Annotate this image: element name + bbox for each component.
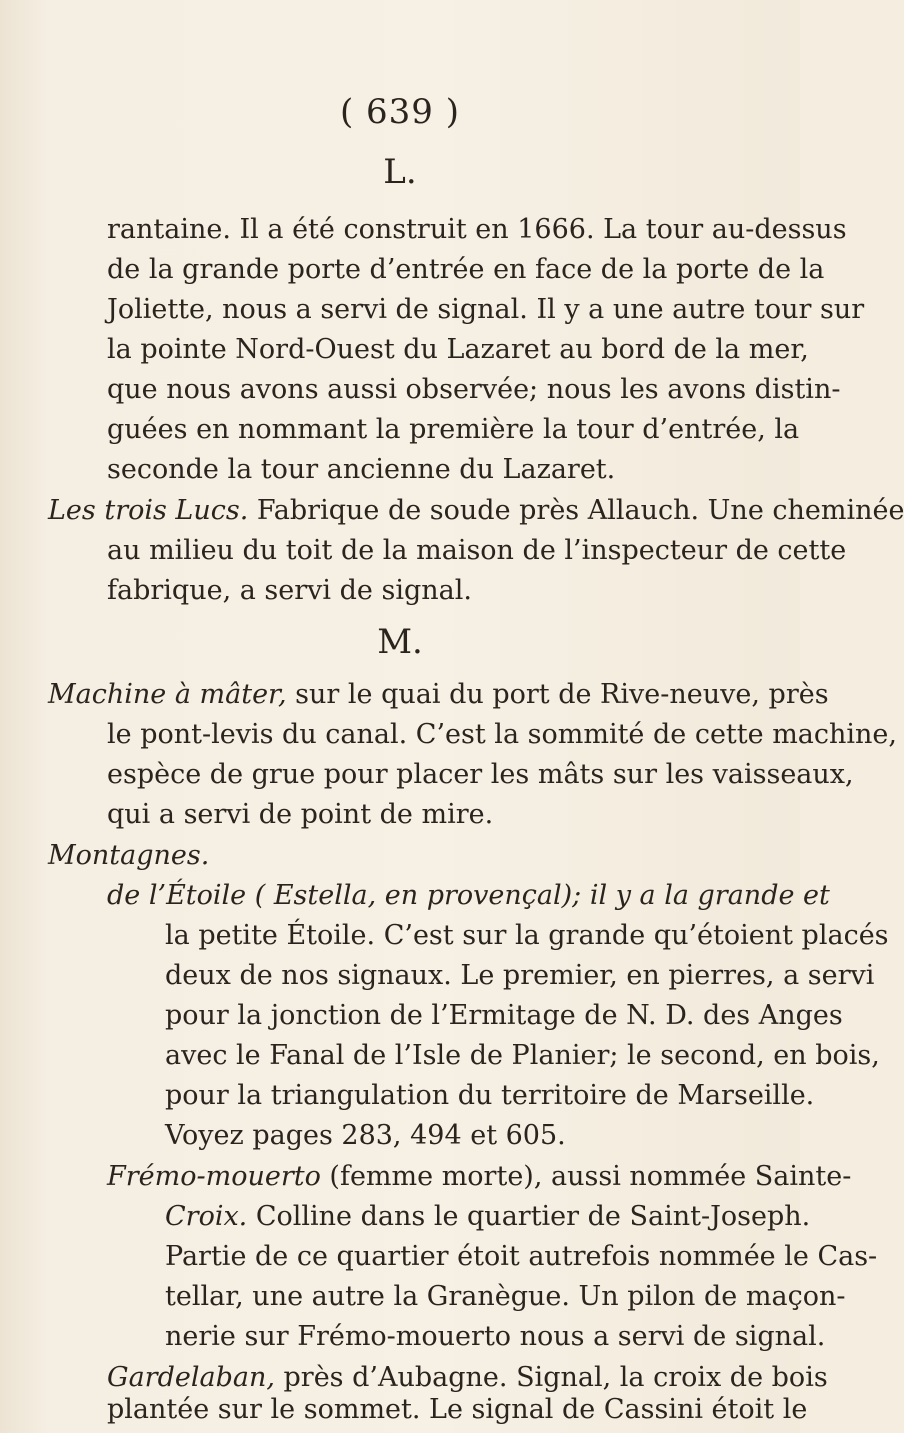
entry-les-trois-lucs	[48, 493, 904, 529]
text-line	[107, 573, 472, 609]
body-text: Partie de ce quartier étoit autrefois nommée le Cas-	[165, 1241, 878, 1272]
body-text: pour la jonction de l’Ermitage de N. D. des Anges	[165, 1000, 843, 1031]
section-heading-l: L.	[383, 152, 417, 192]
text-line	[165, 918, 889, 954]
text-line	[107, 332, 809, 368]
italic-text: Frémo-mouerto	[107, 1161, 321, 1192]
body-text: Fabrique de soude près Allauch. Une cheminée	[248, 495, 904, 526]
body-text: avec le Fanal de l’Isle de Planier; le second, en bois,	[165, 1040, 880, 1071]
text-line	[107, 1392, 808, 1428]
text-line	[165, 1319, 825, 1355]
italic-text: Croix.	[165, 1201, 248, 1232]
entry-machine-a-mater	[48, 677, 829, 713]
section-heading-m: M.	[377, 622, 423, 662]
text-line	[107, 717, 897, 753]
text-line	[165, 1038, 880, 1074]
italic-text: Montagnes.	[48, 840, 210, 871]
body-text: Voyez pages 283, 494 et 605.	[165, 1120, 566, 1151]
text-line	[165, 1279, 846, 1315]
body-text: qui a servi de point de mire.	[107, 799, 494, 830]
body-text: la pointe Nord-Ouest du Lazaret au bord de la mer,	[107, 334, 809, 365]
page-number: ( 639 )	[339, 92, 461, 132]
text-line	[107, 757, 854, 793]
entry-montagnes	[48, 838, 209, 874]
body-text: que nous avons aussi observée; nous les avons distin-	[107, 374, 841, 405]
entry-fremo-mouerto	[107, 1159, 852, 1195]
text-line	[107, 292, 865, 328]
body-text: Joliette, nous a servi de signal. Il y a une autre tour sur	[107, 294, 865, 325]
text-line	[107, 797, 493, 833]
text-line	[165, 998, 843, 1034]
text-line	[165, 1078, 815, 1114]
italic-text: Machine à mâter,	[48, 679, 287, 710]
italic-text: de l’Étoile ( Estella, en provençal); il y a la grande et	[107, 880, 830, 911]
body-text: rantaine. Il a été construit en 1666. La tour au-dessus	[107, 214, 847, 245]
body-text: près d’Aubagne. Signal, la croix de bois	[274, 1362, 828, 1393]
entry-gardelaban	[107, 1360, 828, 1396]
text-line	[165, 1118, 566, 1154]
body-text: tellar, une autre la Granègue. Un pilon de maçon-	[165, 1281, 846, 1312]
italic-text: Les trois Lucs.	[48, 495, 249, 526]
body-text: (femme morte), aussi nommée Sainte-	[320, 1161, 852, 1192]
body-text: pour la triangulation du territoire de Marseille.	[165, 1080, 815, 1111]
body-text: la petite Étoile. C’est sur la grande qu’étoient placés	[165, 920, 889, 951]
body-text: plantée sur le sommet. Le signal de Cassini étoit le	[107, 1394, 808, 1425]
text-line	[107, 533, 847, 569]
body-text: guées en nommant la première la tour d’entrée, la	[107, 414, 800, 445]
body-text: nerie sur Frémo-mouerto nous a servi de signal.	[165, 1321, 826, 1352]
entry-de-l-etoile	[107, 878, 830, 914]
body-text: au milieu du toit de la maison de l’inspecteur de cette	[107, 535, 847, 566]
text-line	[165, 1199, 811, 1235]
text-line	[107, 452, 615, 488]
text-line	[165, 1239, 878, 1275]
italic-text: Gardelaban,	[107, 1362, 275, 1393]
body-text: seconde la tour ancienne du Lazaret.	[107, 454, 616, 485]
text-line	[107, 412, 800, 448]
body-text: de la grande porte d’entrée en face de la porte de la	[107, 254, 825, 285]
body-text: Colline dans le quartier de Saint-Joseph.	[247, 1201, 811, 1232]
body-text: le pont-levis du canal. C’est la sommité de cette machine,	[107, 719, 897, 750]
body-text: espèce de grue pour placer les mâts sur les vaisseaux,	[107, 759, 854, 790]
body-text: fabrique, a servi de signal.	[107, 575, 472, 606]
body-text: deux de nos signaux. Le premier, en pierres, a servi	[165, 960, 875, 991]
body-text: sur le quai du port de Rive-neuve, près	[286, 679, 829, 710]
text-line	[107, 372, 841, 408]
text-line	[165, 958, 875, 994]
text-line	[107, 252, 825, 288]
text-line	[107, 212, 847, 248]
